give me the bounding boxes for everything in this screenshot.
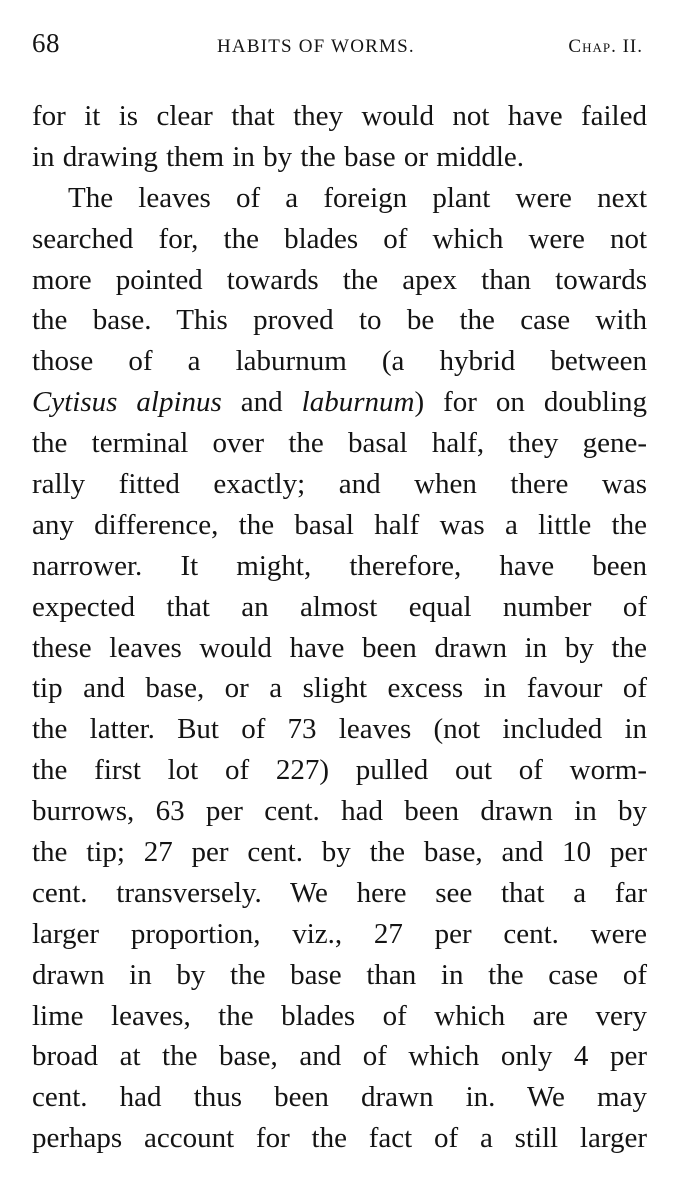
text-line-11: any difference, the basal half was a little the [32, 508, 647, 541]
text-line-10: rally fitted exactly; and when there was [32, 468, 647, 501]
running-head [32, 28, 647, 68]
text-line-12: narrower. It might, therefore, have been [32, 549, 647, 582]
text-line-9: the terminal over the basal half, they gene- [32, 427, 647, 460]
italic-species-name: Cytisus alpinus [32, 386, 222, 419]
text-line-2: in drawing them in by the base or middle. [32, 140, 525, 173]
text-line-6: the base. This proved to be the case with [32, 304, 647, 337]
text-line-19: the tip; 27 per cent. by the base, and 10 per [32, 836, 647, 869]
text-line-13: expected that an almost equal number of [32, 590, 647, 623]
text-line-7: those of a laburnum (a hybrid between [32, 345, 647, 378]
text-line-8 [32, 382, 647, 423]
text-line-17: the first lot of 227) pulled out of worm- [32, 754, 647, 787]
running-title: HABITS OF WORMS. [217, 36, 415, 57]
italic-species-epithet: laburnum [301, 386, 415, 419]
text-line-1: for it is clear that they would not have failed [32, 100, 647, 132]
text-line-5: more pointed towards the apex than towards [32, 263, 647, 296]
text-line-24: broad at the base, and of which only 4 per [32, 1040, 647, 1073]
text-fragment-tail: ) for on doubling [414, 386, 648, 419]
text-line-23: lime leaves, the blades of which are very [32, 999, 647, 1032]
text-line-16: the latter. But of 73 leaves (not included in [32, 713, 647, 746]
text-line-21: larger proportion, viz., 27 per cent. were [32, 917, 647, 950]
text-line-3: The leaves of a foreign plant were next [68, 181, 647, 214]
chapter-label: Chap. II. [568, 36, 643, 57]
text-line-4: searched for, the blades of which were not [32, 222, 647, 255]
text-line-15: tip and base, or a slight excess in favour of [32, 672, 647, 705]
body-text [32, 96, 647, 1159]
text-line-18: burrows, 63 per cent. had been drawn in by [32, 795, 647, 828]
text-line-22: drawn in by the base than in the case of [32, 958, 647, 991]
text-line-14: these leaves would have been drawn in by the [32, 631, 647, 664]
page-number: 68 [32, 28, 60, 58]
text-line-20: cent. transversely. We here see that a far [32, 876, 647, 909]
text-fragment-and: and [221, 386, 302, 419]
text-line-26: perhaps account for the fact of a still larger [32, 1122, 647, 1155]
text-line-25: cent. had thus been drawn in. We may [32, 1081, 647, 1114]
